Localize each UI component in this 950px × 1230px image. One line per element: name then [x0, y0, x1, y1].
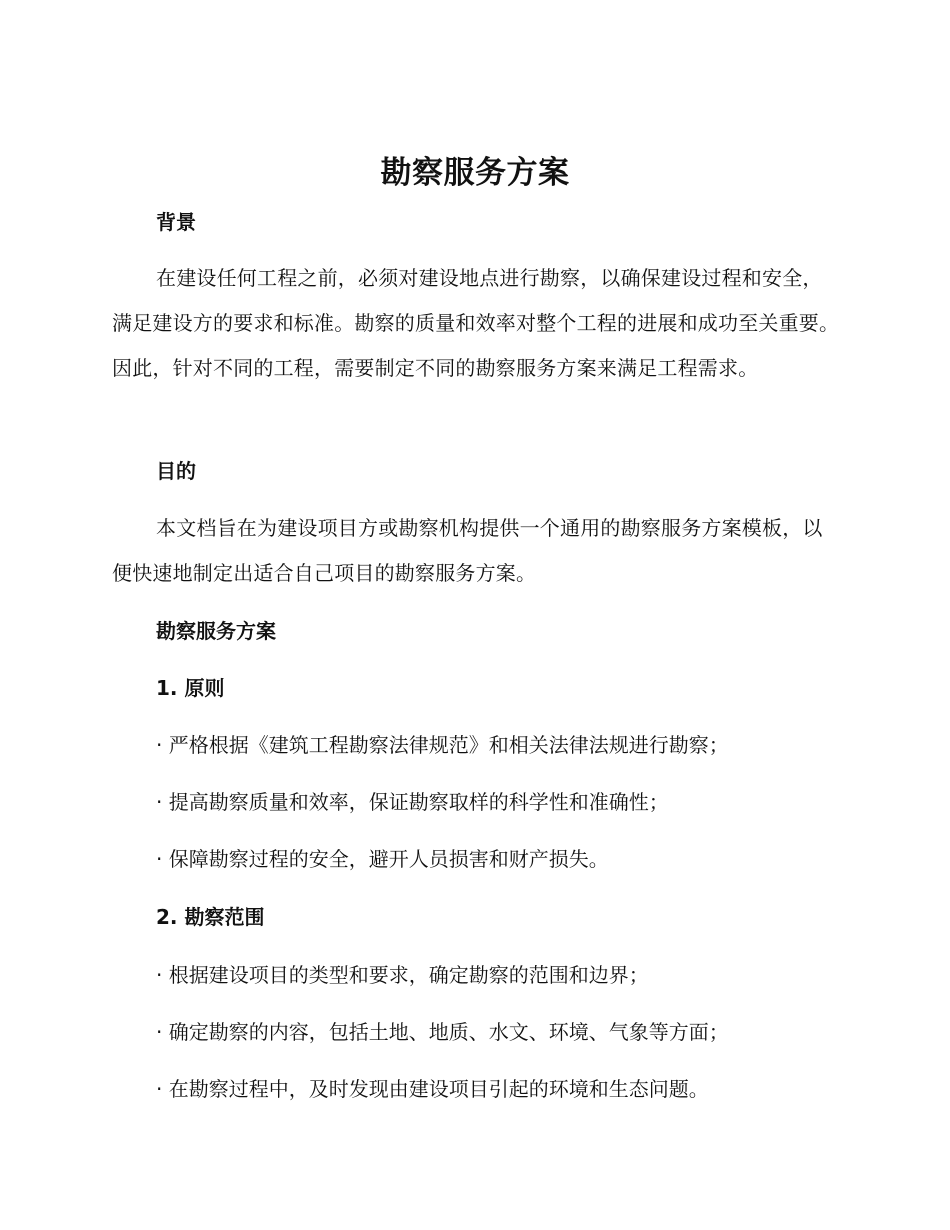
subsection-heading-principles: 1. 原则	[156, 676, 225, 700]
section-heading-plan: 勘察服务方案	[156, 619, 276, 643]
section-heading-purpose: 目的	[156, 459, 196, 483]
scope-item: · 在勘察过程中，及时发现由建设项目引起的环境和生态问题。	[156, 1077, 709, 1101]
principle-item: · 保障勘察过程的安全，避开人员损害和财产损失。	[156, 847, 609, 871]
purpose-paragraph: 本文档旨在为建设项目方或勘察机构提供一个通用的勘察服务方案模板，以便快速地制定出适合自己项目的勘察服务方案。	[112, 516, 823, 585]
subsection-heading-scope: 2. 勘察范围	[156, 905, 265, 929]
background-paragraph: 在建设任何工程之前，必须对建设地点进行勘察，以确保建设过程和安全，满足建设方的要求和标准。勘察的质量和效率对整个工程的进展和成功至关重要。因此，针对不同的工程，需要制定不同的勘察服务方案来满足工程需求。	[112, 266, 840, 380]
principle-item: · 提高勘察质量和效率，保证勘察取样的科学性和准确性；	[156, 790, 669, 814]
section-heading-background: 背景	[156, 210, 196, 234]
document-title: 勘察服务方案	[380, 155, 570, 191]
scope-item: · 根据建设项目的类型和要求，确定勘察的范围和边界；	[156, 963, 649, 987]
scope-item: · 确定勘察的内容，包括土地、地质、水文、环境、气象等方面；	[156, 1020, 729, 1044]
principle-item: · 严格根据《建筑工程勘察法律规范》和相关法律法规进行勘察；	[156, 733, 729, 757]
